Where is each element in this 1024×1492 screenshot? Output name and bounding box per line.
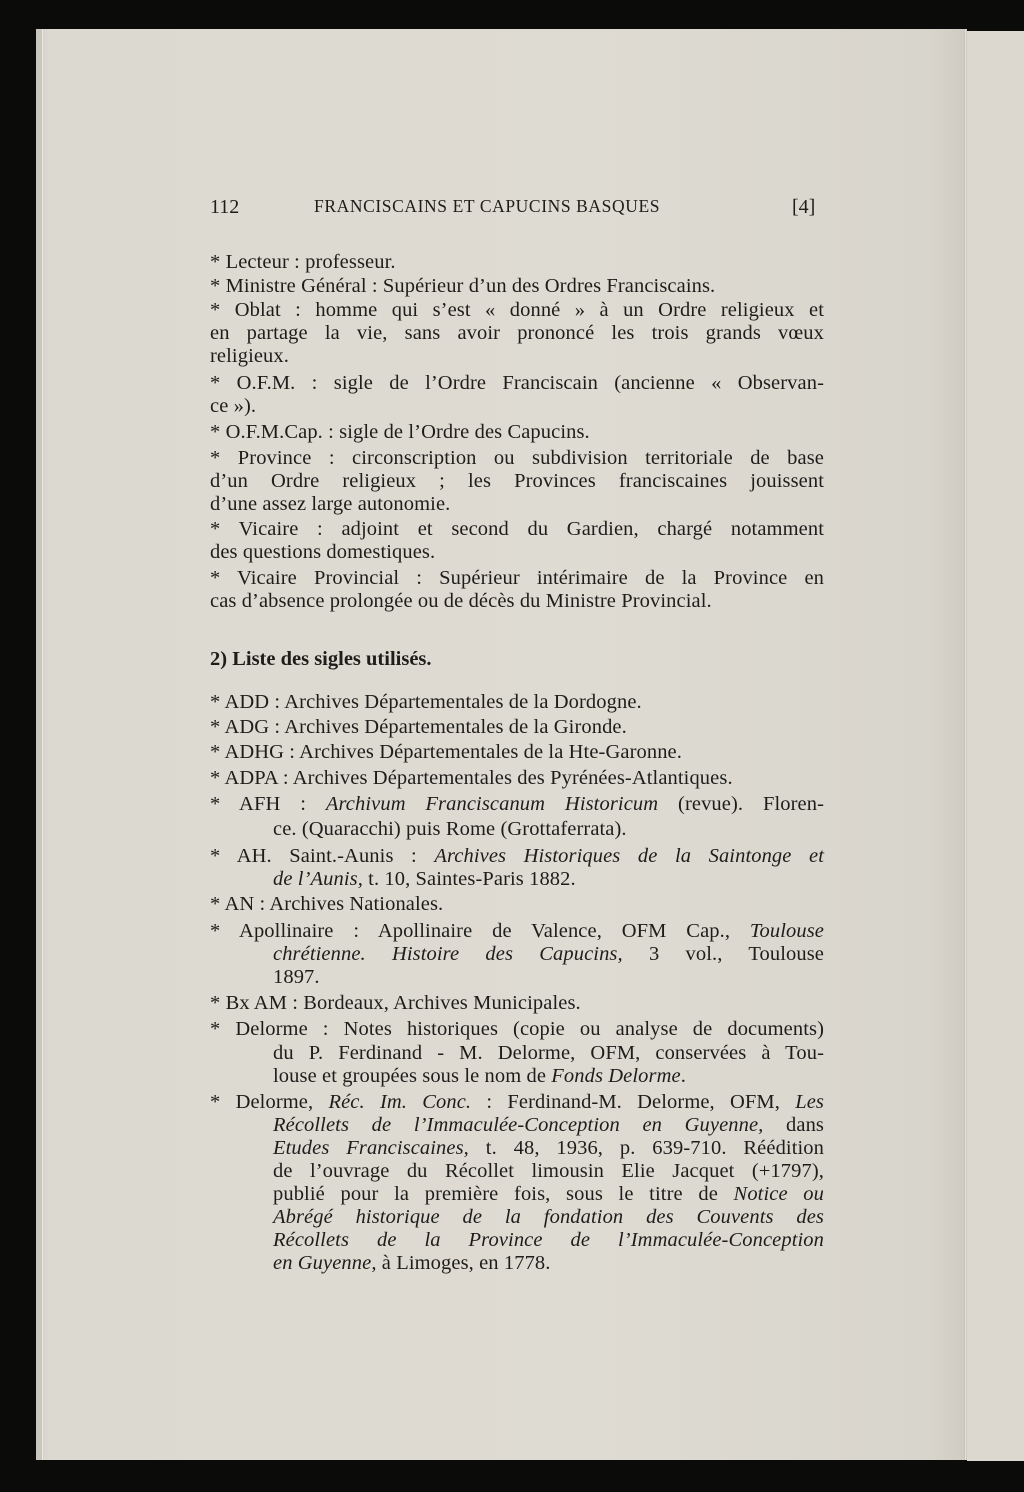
sigle-apollinaire-rest: 3 vol., Toulouse bbox=[622, 943, 825, 965]
sigle-delorme-rec-line6 bbox=[273, 1206, 824, 1229]
sigle-delorme-rec-recollets: Récollets de la Province de l’Immaculée-Conception bbox=[273, 1229, 824, 1251]
sigle-delorme-rec-l5-text: publié pour la première fois, sous le titre de bbox=[273, 1183, 734, 1205]
sigle-delorme-end: . bbox=[680, 1065, 686, 1087]
glossary-entry-province-line2: d’un Ordre religieux ; les Provinces franciscaines jouissent bbox=[210, 470, 824, 492]
sigle-delorme-rec-abrege: Abrégé historique de la fondation des Couvents des bbox=[273, 1206, 824, 1228]
sigle-delorme-rec-dans: dans bbox=[763, 1114, 825, 1136]
sigle-delorme-rec-line1 bbox=[210, 1091, 824, 1114]
sigle-delorme-line2: du P. Ferdinand - M. Delorme, OFM, conservées à Tou- bbox=[273, 1042, 824, 1064]
sigle-delorme-rec-line5 bbox=[273, 1183, 824, 1206]
sigle-delorme-rec-notice: Notice ou bbox=[733, 1183, 825, 1205]
glossary-entry-province-line3: d’une assez large autonomie. bbox=[210, 493, 451, 515]
sigle-delorme-rec-line8 bbox=[273, 1252, 824, 1275]
sigle-apollinaire-line1 bbox=[210, 920, 824, 943]
glossary-entry-oblat-line2: en partage la vie, sans avoir prononcé les trois grands vœux bbox=[210, 322, 824, 344]
section-marker: [4] bbox=[792, 196, 816, 218]
sigle-apollinaire-title-cont: chrétienne. Histoire des Capucins, bbox=[273, 943, 623, 965]
sigle-ah-prefix: * AH. Saint.-Aunis : bbox=[210, 845, 435, 867]
sigle-delorme-rec-mid: : Ferdinand-M. Delorme, OFM, bbox=[471, 1091, 796, 1113]
sigle-afh-rest: (revue). Floren- bbox=[658, 793, 825, 815]
sigle-ah-line1 bbox=[210, 845, 824, 868]
sigle-delorme-rec-les: Les bbox=[795, 1091, 824, 1113]
section-heading: 2) Liste des sigles utilisés. bbox=[210, 648, 432, 670]
sigle-adpa: * ADPA : Archives Départementales des Pyrénées-Atlantiques. bbox=[210, 767, 733, 789]
sigle-delorme-rec-line4: de l’ouvrage du Récollet limousin Elie Jacquet (+1797), bbox=[273, 1160, 824, 1182]
sigle-delorme-line1: * Delorme : Notes historiques (copie ou analyse de documents) bbox=[210, 1018, 824, 1040]
glossary-entry-ofm-line1: * O.F.M. : sigle de l’Ordre Franciscain (ancienne « Observan- bbox=[210, 372, 824, 394]
sigle-delorme-rec-limoges: à Limoges, en 1778. bbox=[376, 1252, 551, 1274]
sigle-afh-title: Archivum Franciscanum Historicum bbox=[325, 793, 659, 815]
page-number: 112 bbox=[210, 196, 240, 218]
right-page-edge bbox=[967, 31, 1024, 1461]
glossary-entry-ofmcap: * O.F.M.Cap. : sigle de l’Ordre des Capucins. bbox=[210, 421, 590, 443]
sigle-delorme-rec-guyenne: en Guyenne, bbox=[273, 1252, 377, 1274]
sigle-ah-rest: t. 10, Saintes-Paris 1882. bbox=[362, 868, 576, 890]
sigle-apollinaire-line2 bbox=[273, 943, 824, 966]
running-title: FRANCISCAINS ET CAPUCINS BASQUES bbox=[314, 196, 661, 216]
sigle-delorme-rec-prefix: * Delorme, bbox=[210, 1091, 329, 1113]
sigle-add: * ADD : Archives Départementales de la Dordogne. bbox=[210, 691, 642, 713]
glossary-entry-lecteur: * Lecteur : professeur. bbox=[210, 251, 396, 273]
sigle-apollinaire-line3: 1897. bbox=[273, 966, 320, 988]
sigle-delorme-rec-title: Récollets de l’Immaculée-Conception en Guyenne, bbox=[273, 1114, 764, 1136]
page-edge bbox=[36, 29, 43, 1460]
sigle-afh-line2: ce. (Quaracchi) puis Rome (Grottaferrata). bbox=[273, 818, 627, 840]
sigle-adg: * ADG : Archives Départementales de la Gironde. bbox=[210, 716, 627, 738]
sigle-delorme-rec-citation: t. 48, 1936, p. 639-710. Réédition bbox=[468, 1137, 824, 1159]
sigle-apollinaire-prefix: * Apollinaire : Apollinaire de Valence, OFM Cap., bbox=[210, 920, 750, 942]
glossary-entry-oblat-line3: religieux. bbox=[210, 345, 289, 367]
glossary-entry-oblat-line1: * Oblat : homme qui s’est « donné » à un Ordre religieux et bbox=[210, 299, 824, 321]
sigle-delorme-rec-abbr: Réc. Im. Conc. bbox=[328, 1091, 472, 1113]
glossary-entry-province-line1: * Province : circonscription ou subdivision territoriale de base bbox=[210, 447, 824, 469]
sigle-ah-title-cont: de l’Aunis, bbox=[273, 868, 363, 890]
sigle-bx-am: * Bx AM : Bordeaux, Archives Municipales. bbox=[210, 992, 581, 1014]
sigle-apollinaire-title: Toulouse bbox=[749, 920, 824, 942]
glossary-entry-vicaire-provincial-line2: cas d’absence prolongée ou de décès du Ministre Provincial. bbox=[210, 590, 712, 612]
glossary-entry-vicaire-line1: * Vicaire : adjoint et second du Gardien, chargé notamment bbox=[210, 518, 824, 540]
sigle-delorme-fonds: Fonds Delorme bbox=[551, 1065, 681, 1087]
sigle-delorme-line3 bbox=[273, 1065, 824, 1088]
glossary-entry-vicaire-provincial-line1: * Vicaire Provincial : Supérieur intérimaire de la Province en bbox=[210, 567, 824, 589]
sigle-adhg: * ADHG : Archives Départementales de la Hte-Garonne. bbox=[210, 741, 682, 763]
sigle-delorme-rec-line7 bbox=[273, 1229, 824, 1252]
sigle-delorme-rec-journal: Etudes Franciscaines, bbox=[273, 1137, 469, 1159]
glossary-entry-ofm-line2: ce »). bbox=[210, 395, 257, 417]
glossary-entry-vicaire-line2: des questions domestiques. bbox=[210, 541, 436, 563]
sigle-delorme-text: louse et groupées sous le nom de bbox=[273, 1065, 552, 1087]
sigle-an: * AN : Archives Nationales. bbox=[210, 893, 444, 915]
sigle-delorme-rec-line2 bbox=[273, 1114, 824, 1137]
glossary-entry-ministre-general: * Ministre Général : Supérieur d’un des Ordres Franciscains. bbox=[210, 275, 716, 297]
sigle-ah-title: Archives Historiques de la Saintonge et bbox=[434, 845, 824, 867]
sigle-ah-line2 bbox=[273, 868, 824, 891]
sigle-afh-prefix: * AFH : bbox=[210, 793, 326, 815]
sigle-afh-line1 bbox=[210, 793, 824, 816]
sigle-delorme-rec-line3 bbox=[273, 1137, 824, 1160]
